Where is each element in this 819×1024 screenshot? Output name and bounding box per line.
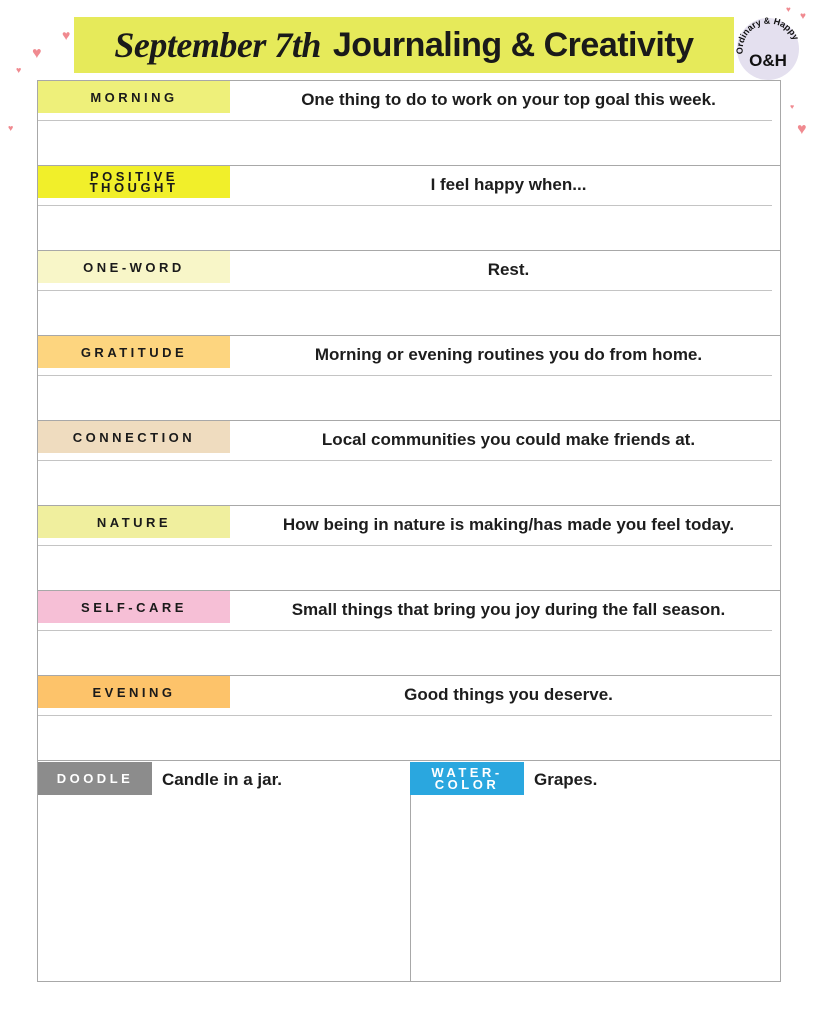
- section-tag: [38, 166, 230, 198]
- heart-icon: ♥: [16, 65, 22, 75]
- page-title: Journaling & Creativity: [332, 25, 694, 64]
- logo-arc-text: Ordinary & Happy: [734, 15, 801, 55]
- section-prompt: Good things you deserve.: [404, 685, 613, 704]
- writing-line: [38, 120, 772, 121]
- heart-icon: ♥: [790, 104, 795, 111]
- doodle-tag: DOODLE: [38, 762, 152, 795]
- writing-line: [38, 630, 772, 631]
- heart-icon: ♥: [786, 5, 791, 14]
- writing-line: [38, 205, 772, 206]
- journal-row[interactable]: [38, 421, 780, 506]
- writing-line: [38, 715, 772, 716]
- journal-row[interactable]: [38, 676, 780, 761]
- doodle-box[interactable]: [38, 762, 411, 981]
- heart-icon: ♥: [32, 45, 42, 62]
- heart-icon: ♥: [62, 27, 71, 43]
- section-prompt: I feel happy when...: [430, 175, 587, 194]
- section-tag: EVENING: [38, 676, 230, 708]
- writing-line: [38, 545, 772, 546]
- journal-row[interactable]: [38, 506, 780, 591]
- heart-icon: ♥: [797, 121, 807, 138]
- journal-row[interactable]: [38, 81, 780, 166]
- watercolor-tag: [410, 762, 524, 795]
- section-tag: NATURE: [38, 506, 230, 538]
- art-boxes: [38, 762, 780, 981]
- heart-icon: ♥: [8, 123, 14, 133]
- writing-line: [38, 290, 772, 291]
- watercolor-prompt: Grapes.: [534, 770, 598, 789]
- watercolor-tag-line-1: WATER-: [431, 764, 503, 780]
- watercolor-box[interactable]: [410, 762, 780, 981]
- section-tag: SELF-CARE: [38, 591, 230, 623]
- logo-initials: O&H: [749, 51, 787, 70]
- section-prompt: Local communities you could make friends at.: [321, 430, 696, 449]
- heart-icon: ♥: [800, 11, 806, 22]
- section-prompt: One thing to do to work on your top goal this week.: [301, 90, 716, 109]
- section-tag-line: THOUGHT: [89, 180, 179, 195]
- journal-row[interactable]: [38, 166, 780, 251]
- doodle-prompt: Candle in a jar.: [162, 770, 282, 789]
- section-tag-line: POSITIVE: [90, 169, 178, 184]
- section-prompt: Small things that bring you joy during the fall season.: [291, 600, 726, 619]
- journal-row[interactable]: [38, 591, 780, 676]
- section-prompt: How being in nature is making/has made you feel today.: [282, 515, 735, 534]
- section-tag: ONE-WORD: [38, 251, 230, 283]
- section-tag: GRATITUDE: [38, 336, 230, 368]
- writing-line: [38, 460, 772, 461]
- section-prompt: Rest.: [487, 260, 530, 279]
- section-tag: MORNING: [38, 81, 230, 113]
- section-prompt: Morning or evening routines you do from home.: [314, 345, 703, 364]
- section-tag: CONNECTION: [38, 421, 230, 453]
- watercolor-tag-line-2: COLOR: [434, 776, 500, 792]
- ordinary-happy-logo: [733, 14, 803, 84]
- page-date: September 7th: [114, 25, 321, 65]
- writing-line: [38, 375, 772, 376]
- journal-row[interactable]: [38, 336, 780, 421]
- journal-row[interactable]: [38, 251, 780, 336]
- journal-sheet: [37, 80, 781, 982]
- title-bar: [74, 17, 734, 73]
